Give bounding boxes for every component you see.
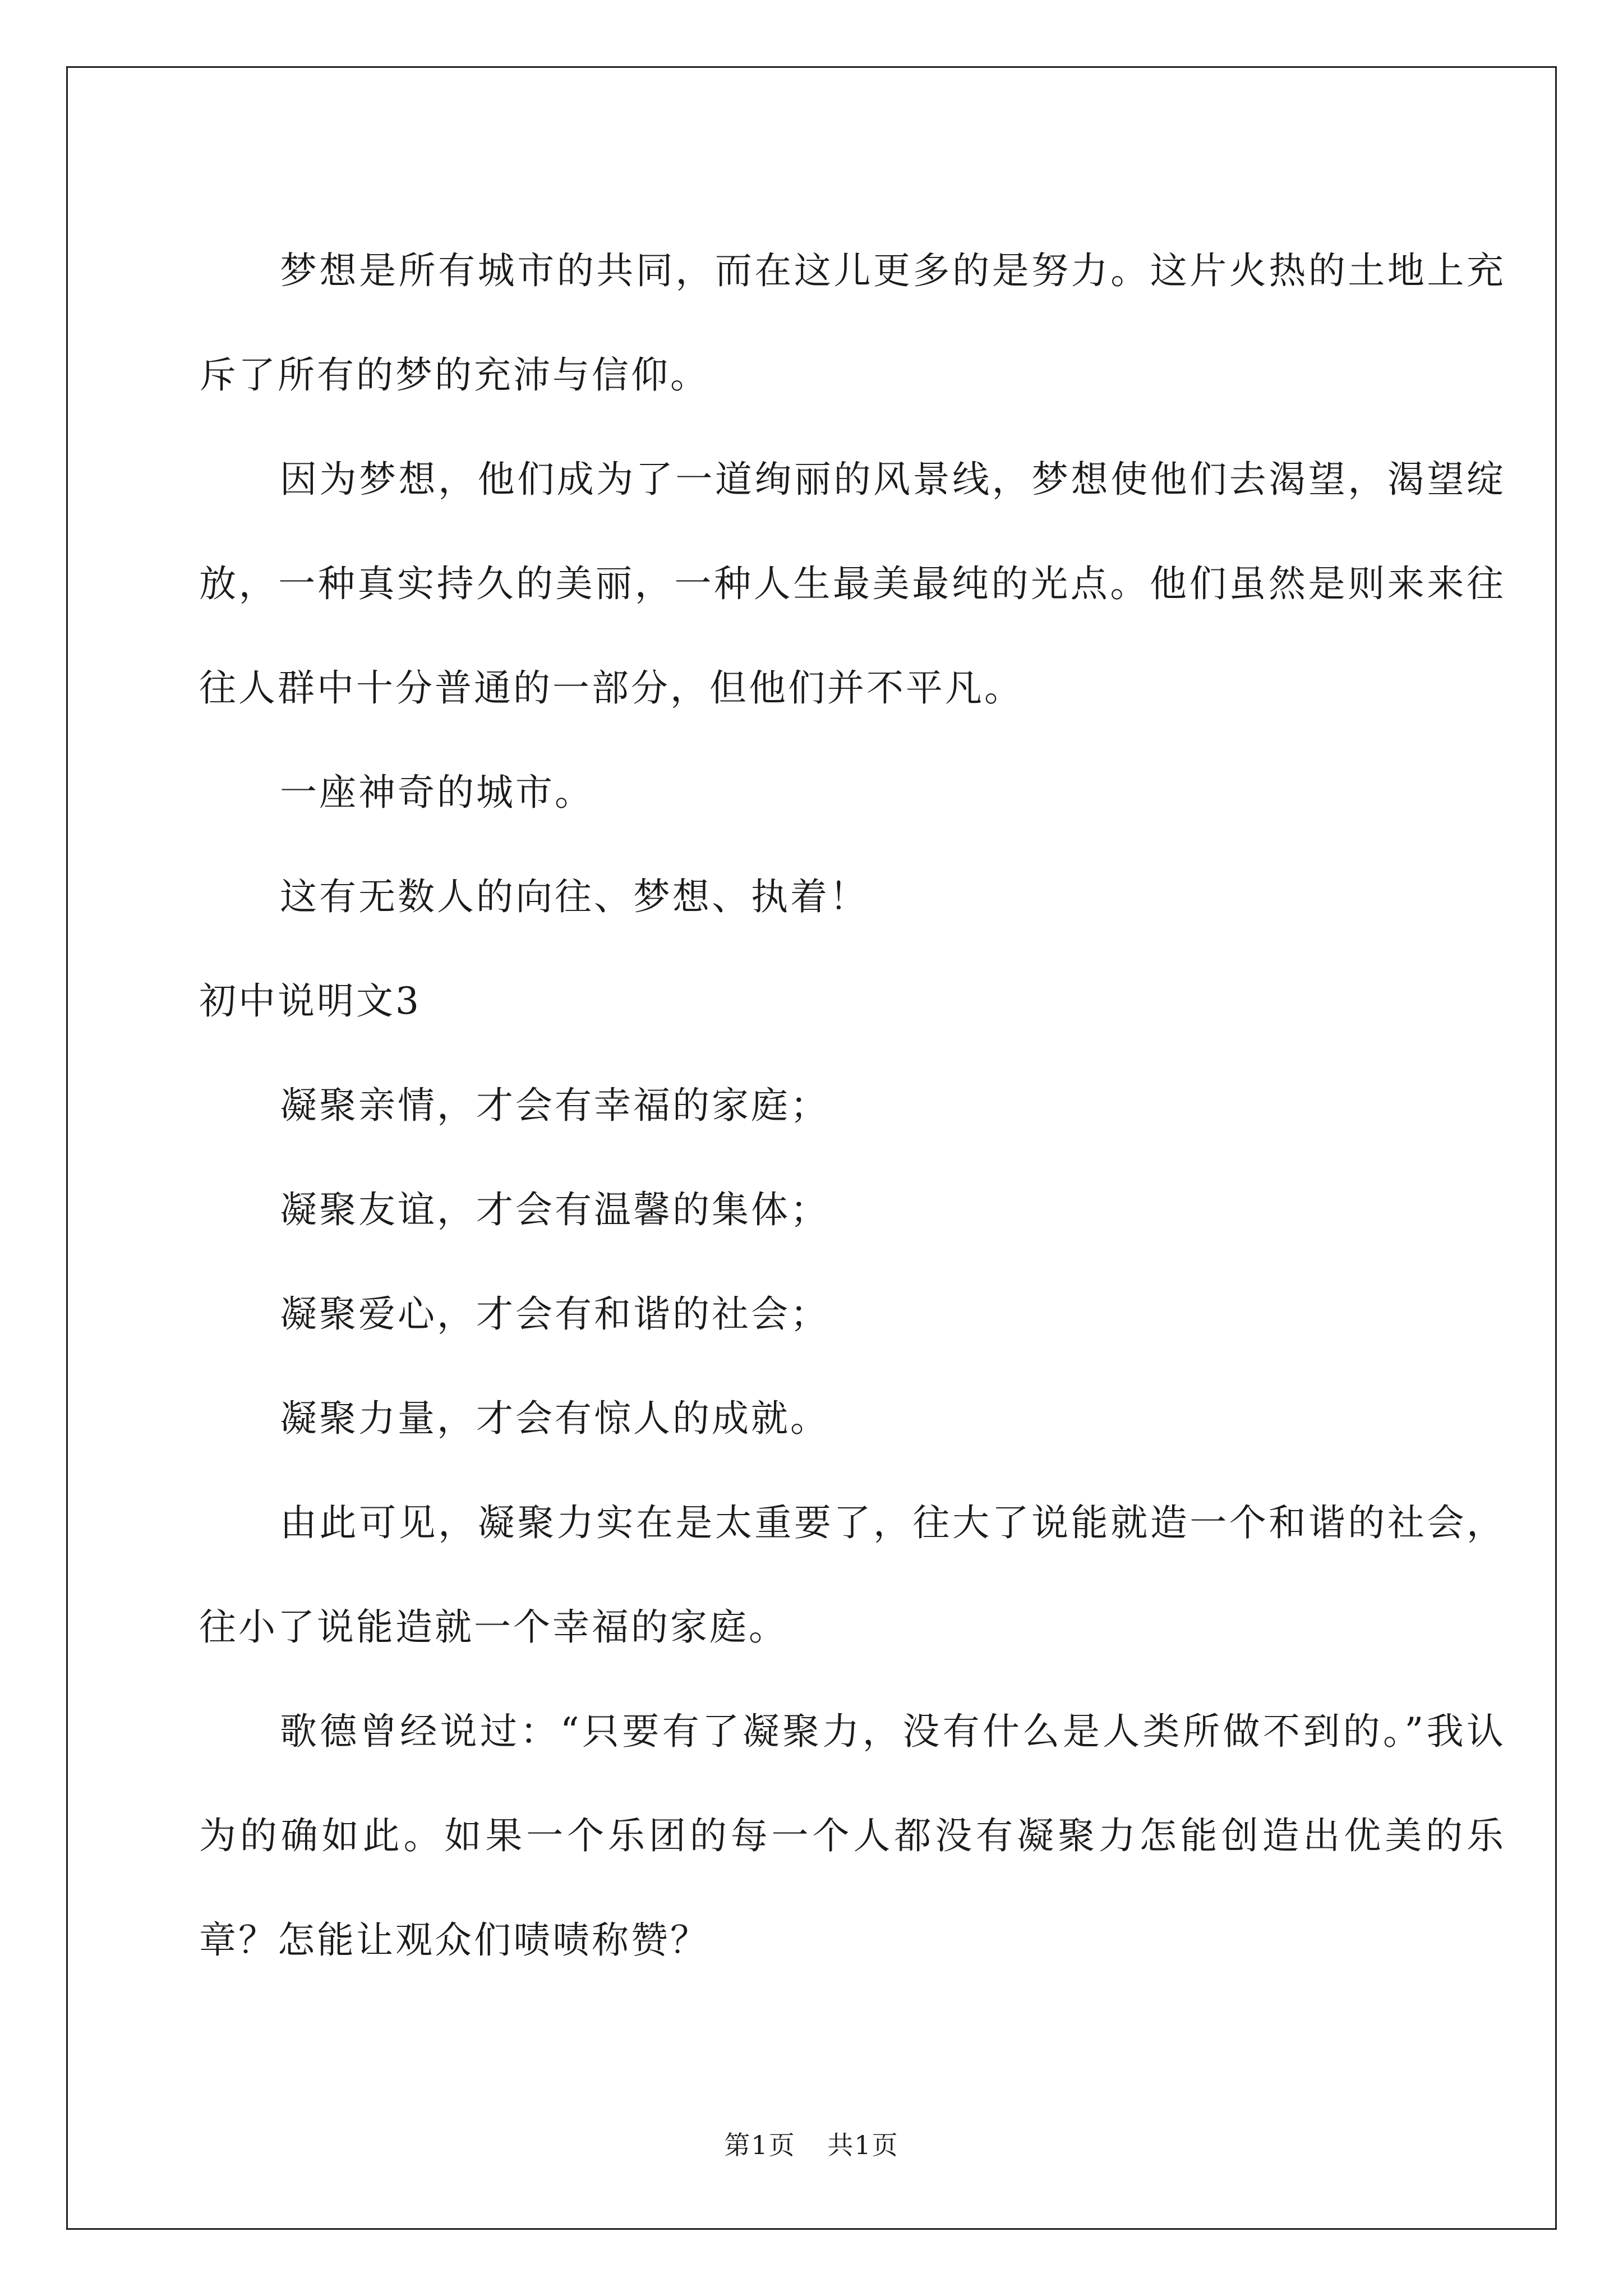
- paragraph: 这有无数人的向往、梦想、执着！: [280, 875, 869, 918]
- paragraph: 梦想是所有城市的共同，而在这儿更多的是努力。这片火热的土地上充斥了所有的梦的充沛与信仰。: [199, 249, 1506, 397]
- paragraph: 凝聚力量，才会有惊人的成就。: [280, 1397, 829, 1440]
- document-body: [199, 219, 1506, 1993]
- page-footer: [0, 2125, 1623, 2162]
- paragraph: 凝聚亲情，才会有幸福的家庭；: [280, 1084, 829, 1127]
- page-number: 第1页: [724, 2130, 796, 2160]
- paragraph: 由此可见，凝聚力实在是太重要了，往大了说能就造一个和谐的社会，往小了说能造就一个幸福的家庭。: [199, 1501, 1506, 1649]
- page-total: 共1页: [827, 2130, 899, 2160]
- paragraph: 因为梦想，他们成为了一道绚丽的风景线，梦想使他们去渴望，渴望绽放，一种真实持久的美丽，一种人生最美最纯的光点。他们虽然是则来来往往人群中十分普通的一部分，但他们并不平凡。: [199, 458, 1506, 710]
- paragraph: 凝聚友谊，才会有温馨的集体；: [280, 1188, 829, 1231]
- paragraph: 歌德曾经说过：“只要有了凝聚力，没有什么是人类所做不到的。”我认为的确如此。如果一个乐团的每一个人都没有凝聚力怎能创造出优美的乐章？怎能让观众们啧啧称赞？: [199, 1710, 1506, 1962]
- section-heading: 初中说明文3: [199, 979, 421, 1023]
- paragraph: 凝聚爱心，才会有和谐的社会；: [280, 1292, 829, 1336]
- paragraph: 一座神奇的城市。: [280, 771, 594, 814]
